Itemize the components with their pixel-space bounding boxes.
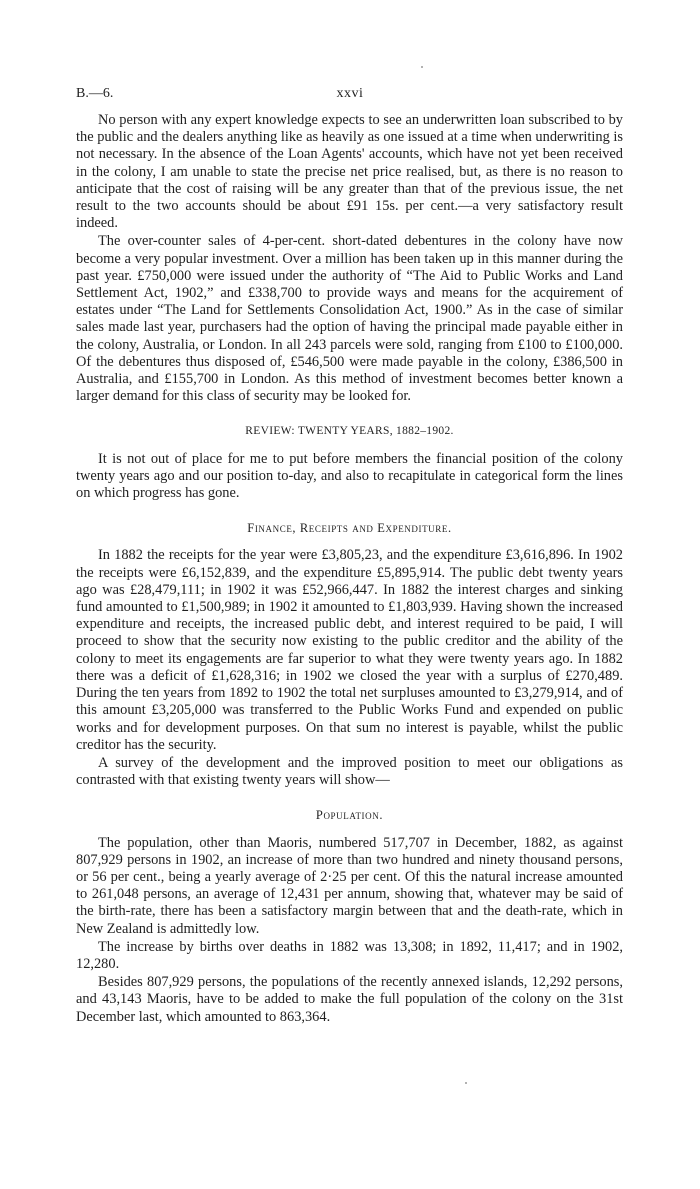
speck-mark xyxy=(465,1082,467,1084)
page-header xyxy=(76,86,624,106)
paragraph-full-population: Besides 807,929 persons, the populations of the recently annexed islands, 12,292 persons, and 43,143 Maoris, have to be added to make the full population of the colony on the 31st December last, which amounted to 863,364. xyxy=(76,974,623,1025)
speck-mark xyxy=(421,66,423,68)
section-heading-population: Population. xyxy=(315,808,384,823)
paragraph-underwritten-loan: No person with any expert knowledge expects to see an underwritten loan subscribed to by the public and the dealers anything like as heavily as one issued at a time when underwriting is not necessary. In the absence of the Loan Agents' accounts, which have not yet been received in the colony, I am unable to state the precise net price realised, but, as there is no reason to anticipate that the cost of raising will be any greater than that of the previous issue, the net result to the two accounts should be about £91 15s. per cent.—a very satisfactory result indeed. xyxy=(76,112,623,232)
paragraph-survey: A survey of the development and the improved position to meet our obligations as contrasted with that existing twenty years will show— xyxy=(76,754,623,789)
paragraph-debenture-sales: The over-counter sales of 4-per-cent. short-dated debentures in the colony have now become a very popular investment. Over a million has been taken up in this manner during the past year. £750,000 were issued under the authority of “The Aid to Public Works and Land Settlement Act, 1902,” and £338,700 to provide ways and means for the acquirement of estates under “The Land for Settlements Consolidation Act, 1900.” As in the case of similar sales made last year, purchasers had the option of having the principal made payable either in the colony, Australia, or London. In all 243 parcels were sold, ranging from £100 to £100,000. Of the debentures thus disposed of, £546,500 were made payable in the colony, £386,500 in Australia, and £155,700 in London. As this method of investment becomes better known a larger demand for this class of security may be looked for. xyxy=(76,233,623,405)
section-heading-review: REVIEW: TWENTY YEARS, 1882–1902. xyxy=(245,425,454,438)
paragraph-review-intro: It is not out of place for me to put before members the financial position of the colony twenty years ago and our position to-day, and also to recapitulate in categorical form the lines on which progress has gone. xyxy=(76,450,623,502)
page-number: xxvi xyxy=(336,86,364,101)
paragraph-births-deaths: The increase by births over deaths in 1882 was 13,308; in 1892, 11,417; and in 1902, 12,280. xyxy=(76,938,623,972)
section-heading-finance: Finance, Receipts and Expenditure. xyxy=(247,521,452,536)
paper-reference: B.—6. xyxy=(76,86,114,101)
paragraph-finance: In 1882 the receipts for the year were £3,805,23, and the expenditure £3,616,896. In 1902 the receipts were £6,152,839, and the expenditure £5,895,914. The public debt twenty years ago was £28,479,111; in 1902 it was £52,966,447. In 1882 the interest charges and sinking fund amounted to £1,500,989; in 1902 it amounted to £1,803,939. Having shown the increased expenditure and receipts, the increased public debt, and interest required to be paid, I will proceed to show that the security now existing to the public creditor and the ability of the colony to meet its engagements are far superior to what they were twenty years ago. In 1882 there was a deficit of £1,628,316; in 1902 we closed the year with a surplus of £270,489. During the ten years from 1892 to 1902 the total net surpluses amounted to £3,279,914, and of this amount £3,205,000 was transferred to the Public Works Fund and expended on public works and for development purposes. On that sum no interest is payable, whilst the public creditor has the security. xyxy=(76,547,623,753)
paragraph-population: The population, other than Maoris, numbered 517,707 in December, 1882, as against 807,929 persons in 1902, an increase of more than two hundred and ninety thousand persons, or 56 per cent., being a yearly average of 2·25 per cent. Of this the natural increase amounted to 261,048 persons, an average of 12,431 per annum, showing that, whatever may be said of the birth-rate, there has been a satisfactory margin between that and the death-rate, which in New Zealand is admittedly low. xyxy=(76,834,623,937)
document-body xyxy=(76,112,623,1026)
